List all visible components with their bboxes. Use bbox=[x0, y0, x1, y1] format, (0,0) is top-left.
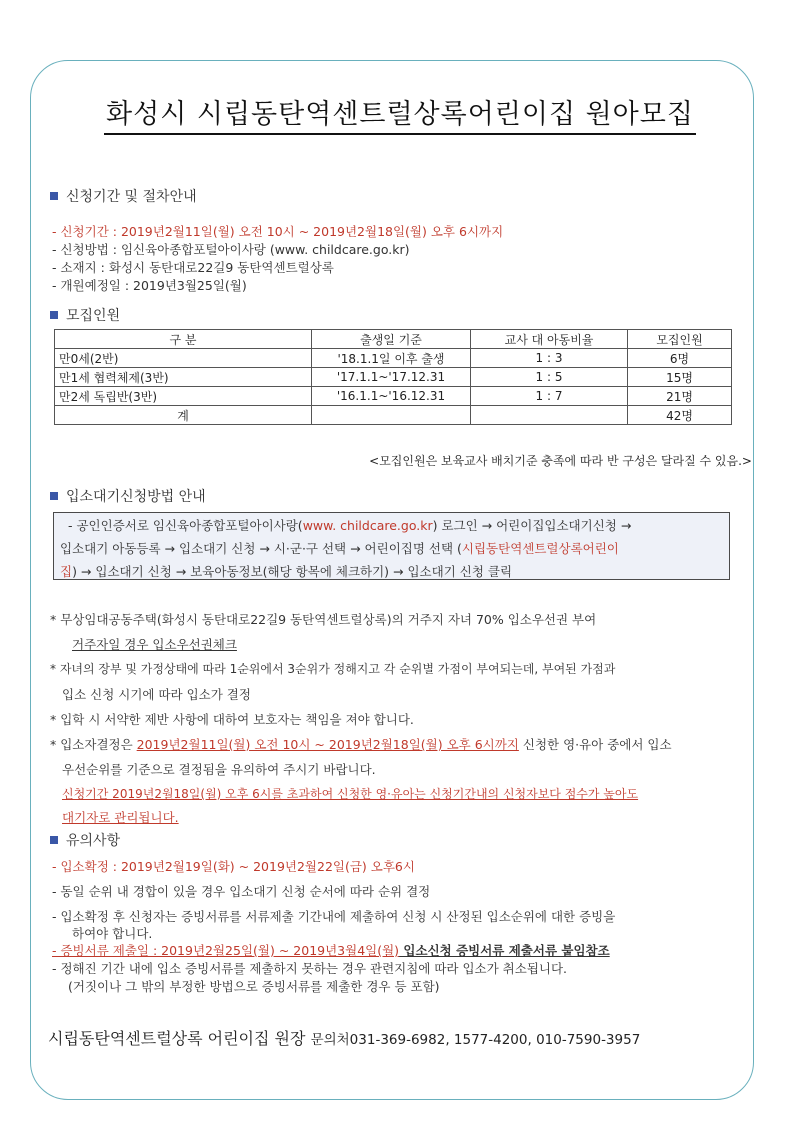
caution-submission bbox=[52, 941, 610, 959]
opening-date: - 개원예정일 : 2019년3월25일(월) bbox=[52, 278, 247, 293]
table-cell: 1 : 5 bbox=[471, 368, 628, 387]
table-header: 출생일 기준 bbox=[312, 330, 471, 349]
table-cell: 1 : 7 bbox=[471, 387, 628, 406]
application-method: - 신청방법 : 임신육아종합포털아이사랑 (www. childcare.go.kr) bbox=[52, 242, 410, 257]
notice-priority: * 무상임대공동주택(화성시 동탄대로22길9 동탄역센트럴상록)의 거주지 자녀 70% 입소우선권 부여 bbox=[50, 612, 597, 627]
square-bullet-icon bbox=[50, 311, 58, 319]
contact-info: 문의처031-369-6982, 1577-4200, 010-7590-3957 bbox=[310, 1032, 641, 1048]
guide-text: ) 로그인 → 어린이집입소대기신청 → bbox=[432, 518, 632, 533]
daycare-name: 시립동탄역센트럴상록어린이 bbox=[461, 541, 619, 556]
square-bullet-icon bbox=[50, 492, 58, 500]
notice-late-application: 신청기간 2019년2월18일(월) 오후 6시를 초과하여 신청한 영·유아는 신청기간내의 신청자보다 점수가 높아도 bbox=[62, 787, 639, 801]
table-header-row bbox=[55, 330, 732, 349]
section-waitlist-heading: 입소대기신청방법 안내 bbox=[50, 486, 206, 506]
total-value: 42명 bbox=[628, 406, 732, 425]
table-row bbox=[55, 349, 732, 368]
notice-decision: * 입소자결정은 2019년2월11일(월) 오전 10시 ~ 2019년2월18일(월) 오후 6시까지 신청한 영·유아 중에서 입소 bbox=[50, 737, 672, 752]
admission-confirm-period: - 입소확정 : 2019년2월19일(화) ~ 2019년2월22일(금) 오후6시 bbox=[52, 859, 415, 874]
notice-ranking-cont: 입소 신청 시기에 따라 입소가 결정 bbox=[62, 687, 251, 702]
caution-proof-cont: 하여야 합니다. bbox=[72, 926, 153, 941]
notice-priority-check: 거주자일 경우 입소우선권체크 bbox=[72, 637, 237, 652]
childcare-link[interactable]: www. childcare.go.kr bbox=[302, 518, 433, 533]
application-period: - 신청기간 : 2019년2월11일(월) 오전 10시 ~ 2019년2월18일(월) 오후 6시까지 bbox=[52, 224, 504, 239]
table-cell: 15명 bbox=[628, 368, 732, 387]
table-header: 교사 대 아동비율 bbox=[471, 330, 628, 349]
caution-cancellation-cont: (거짓이나 그 밖의 부정한 방법으로 증빙서류를 제출한 경우 등 포함) bbox=[68, 979, 440, 994]
table-cell: 1 : 3 bbox=[471, 349, 628, 368]
table-cell: '16.1.1~'16.12.31 bbox=[312, 387, 471, 406]
table-cell: 6명 bbox=[628, 349, 732, 368]
decision-period: 2019년2월11일(월) 오전 10시 ~ 2019년2월18일(월) 오후 6시까지 bbox=[136, 737, 519, 752]
table-cell: '18.1.1일 이후 출생 bbox=[312, 349, 471, 368]
recruitment-table bbox=[54, 329, 732, 425]
guide-text: - 공인인증서로 임신육아종합포털아이사랑( bbox=[68, 518, 303, 533]
address: - 소재지 : 화성시 동탄대로22길9 동탄역센트럴상록 bbox=[52, 260, 334, 275]
guide-text: ) → 입소대기 신청 → 보육아동정보(해당 항목에 체크하기) → 입소대기 신청 클릭 bbox=[72, 564, 513, 579]
table-cell: '17.1.1~'17.12.31 bbox=[312, 368, 471, 387]
table-cell bbox=[312, 406, 471, 425]
table-row bbox=[55, 387, 732, 406]
page-title: 화성시 시립동탄역센트럴상록어린이집 원아모집 bbox=[0, 92, 800, 131]
guide-text: 입소대기 아동등록 → 입소대기 신청 → 시·군·구 선택 → 어린이집명 선택 ( bbox=[60, 541, 462, 556]
total-label: 계 bbox=[55, 406, 312, 425]
footer bbox=[48, 1026, 640, 1049]
table-cell bbox=[471, 406, 628, 425]
notice-late-application-cont: 대기자로 관리됩니다. bbox=[62, 810, 179, 825]
table-cell: 만1세 협력체제(3반) bbox=[55, 368, 312, 387]
table-header: 모집인원 bbox=[628, 330, 732, 349]
submission-period: - 증빙서류 제출일 : 2019년2월25일(월) ~ 2019년3월4일(월) bbox=[52, 943, 400, 958]
table-row bbox=[55, 368, 732, 387]
table-cell: 21명 bbox=[628, 387, 732, 406]
table-header: 구 분 bbox=[55, 330, 312, 349]
section-caution-heading: 유의사항 bbox=[50, 830, 120, 850]
square-bullet-icon bbox=[50, 836, 58, 844]
recruitment-note: <모집인원은 보육교사 배치기준 충족에 따라 반 구성은 달라질 수 있음.> bbox=[369, 454, 752, 468]
notice-decision-cont: 우선순위를 기준으로 결정됨을 유의하여 주시기 바랍니다. bbox=[62, 762, 376, 777]
notice-responsibility: * 입학 시 서약한 제반 사항에 대하여 보호자는 책임을 져야 합니다. bbox=[50, 712, 414, 727]
section-recruitment-heading: 모집인원 bbox=[50, 305, 120, 325]
caution-tiebreak: - 동일 순위 내 경합이 있을 경우 입소대기 신청 순서에 따라 순위 결정 bbox=[52, 884, 431, 899]
table-total-row bbox=[55, 406, 732, 425]
director-name: 시립동탄역센트럴상록 어린이집 원장 bbox=[48, 1029, 306, 1048]
daycare-name: 집 bbox=[60, 564, 73, 579]
table-cell: 만2세 독립반(3반) bbox=[55, 387, 312, 406]
caution-proof: - 입소확정 후 신청자는 증빙서류를 서류제출 기간내에 제출하여 신청 시 산정된 입소순위에 대한 증빙을 bbox=[52, 909, 616, 924]
notice-ranking: * 자녀의 장부 및 가정상태에 따라 1순위에서 3순위가 정해지고 각 순위별 가점이 부여되는데, 부여된 가점과 bbox=[50, 662, 616, 676]
submission-attachment: 입소신청 증빙서류 제출서류 붙임참조 bbox=[399, 943, 610, 958]
section-application-heading: 신청기간 및 절차안내 bbox=[50, 186, 197, 206]
caution-cancellation: - 정해진 기간 내에 입소 증빙서류를 제출하지 못하는 경우 관련지침에 따라 입소가 취소됩니다. bbox=[52, 961, 568, 976]
table-cell: 만0세(2반) bbox=[55, 349, 312, 368]
square-bullet-icon bbox=[50, 192, 58, 200]
waitlist-guide-box bbox=[53, 512, 730, 580]
